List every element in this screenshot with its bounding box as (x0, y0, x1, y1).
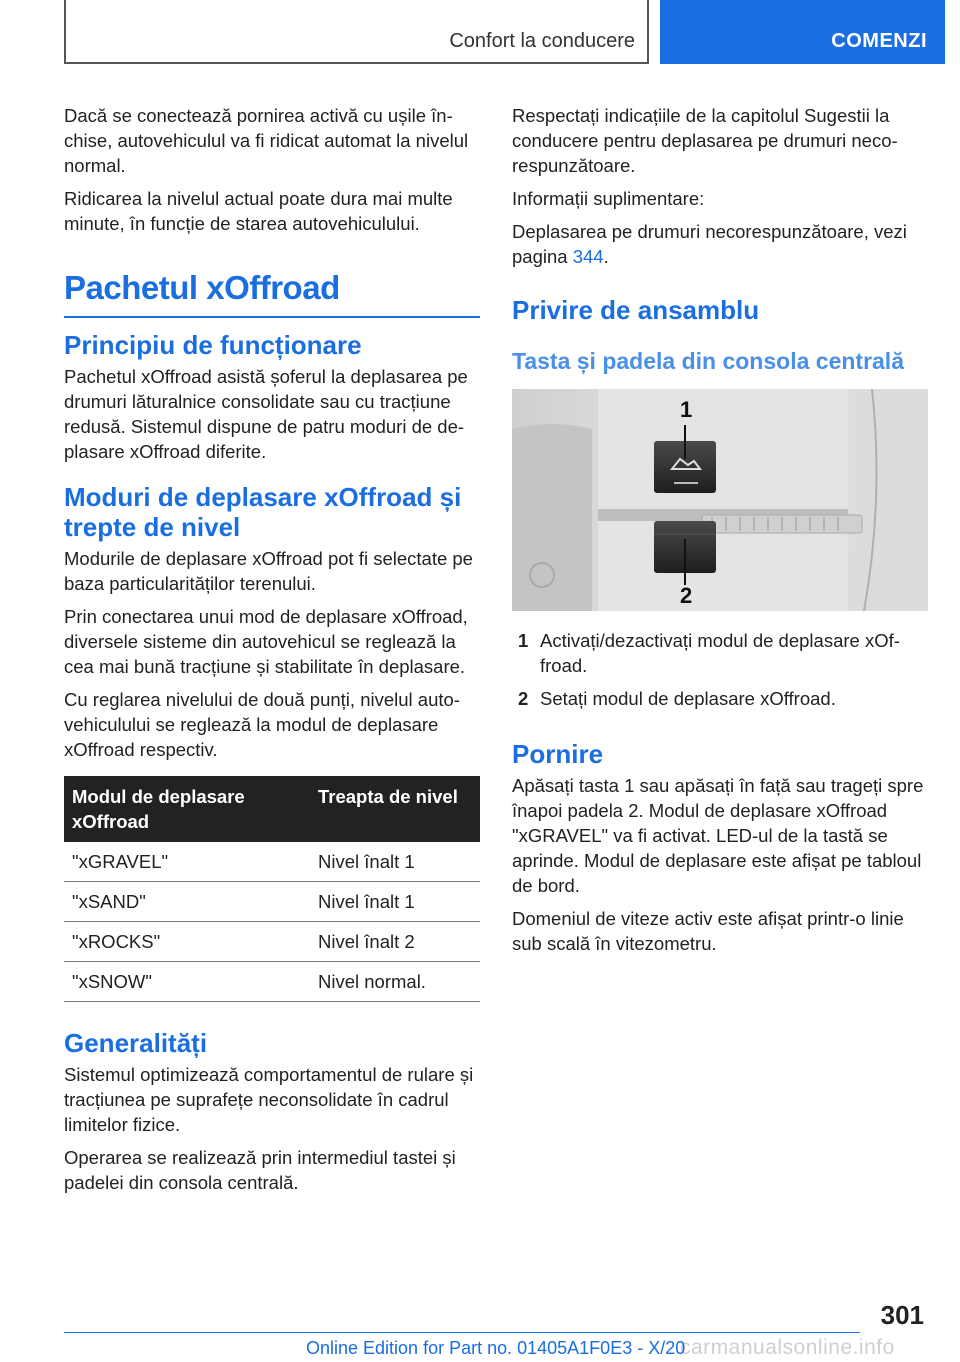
table-cell: Nivel înalt 2 (310, 922, 480, 962)
left-column (64, 103, 480, 1203)
paragraph: Domeniul de viteze activ este afișat printr-o linie sub scală în vitezometru. (512, 908, 904, 954)
watermark: carmanualsonline.info (680, 1336, 895, 1359)
callout-2: 2 (680, 583, 693, 608)
paragraph: Modurile de deplasare xOffroad pot fi selectate pe baza particularităților terenului. (64, 548, 473, 594)
subsection-heading: Privire de ansamblu (512, 295, 760, 325)
modes-table (64, 776, 480, 1002)
legend-text: Setați modul de deplasare xOffroad. (540, 688, 836, 709)
paragraph: Cu reglarea nivelului de două punți, nivelul autovehiculului se reglează la modul de deplasare xOffroad respectiv. (64, 689, 460, 760)
page-number: 301 (880, 1300, 924, 1330)
paragraph (512, 219, 928, 269)
subsection-heading: Pornire (512, 739, 604, 769)
legend-number: 1 (518, 630, 529, 651)
section-heading: Pachetul xOffroad (64, 269, 340, 306)
paragraph-text: Deplasarea pe drumuri necorespunzătoare, vezi pagina (512, 221, 907, 267)
callout-1: 1 (680, 397, 693, 422)
table-row (64, 842, 480, 882)
subsection-heading: Moduri de deplasare xOffroad și trepte de nivel (64, 482, 462, 542)
table-cell: "xGRAVEL" (64, 842, 310, 882)
paragraph: Apăsați tasta 1 sau apăsați în față sau trageți spre înapoi padela 2. Modul de deplasare xOffroad "xGRAVEL" va fi activat. LED-ul de la tastă se aprinde. Modul de deplasare este afișat pe tabloul de bord. (512, 775, 924, 896)
table-row (64, 882, 480, 922)
paragraph: Sistemul optimizează comportamentul de rulare și tracțiunea pe suprafețe neconsolidate în cadrul limitelor fizice. (64, 1064, 474, 1135)
right-column (512, 103, 928, 964)
paragraph-text: . (603, 246, 609, 267)
subsection-heading: Principiu de funcționare (64, 330, 362, 360)
legend-text: Activați/dezactivați modul de deplasare xOffroad. (540, 630, 900, 676)
table-cell: Nivel înalt 1 (310, 882, 480, 922)
paragraph: Ridicarea la nivelul actual poate dura mai multe minute, în funcție de starea autovehiculului. (64, 188, 453, 234)
subsection-heading: Generalități (64, 1028, 208, 1058)
header-chapter-tab (660, 0, 945, 64)
table-cell: "xSNOW" (64, 962, 310, 1002)
legend-item (512, 686, 928, 711)
table-header-cell: Treapta de nivel (310, 776, 480, 842)
paragraph: Operarea se realizează prin intermediul tastei și padelei din consola centrală. (64, 1147, 456, 1193)
table-row (64, 962, 480, 1002)
header-chapter-title: COMENZI (831, 30, 927, 52)
paragraph: Informații suplimentare: (512, 188, 705, 209)
paragraph: Prin conectarea unui mod de deplasare xOffroad, diversele sisteme din autovehicul se reglează la cea mai bună tracțiune și stabilitate în deplasare. (64, 606, 468, 677)
table-header-cell: Modul de deplasare xOffroad (64, 776, 310, 842)
table-header-row (64, 776, 480, 842)
footer-rule (64, 1332, 860, 1333)
table-cell: Nivel normal. (310, 962, 480, 1002)
edition-text: Online Edition for Part no. 01405A1F0E3 - X/20 (306, 1338, 686, 1358)
header-section-tab (64, 0, 649, 64)
table-row (64, 922, 480, 962)
paragraph: Respectați indicațiile de la capitolul Sugestii la conducere pentru deplasarea pe drumuri necorespunzătoare. (512, 105, 898, 176)
legend-item (512, 628, 928, 678)
page-reference-link[interactable]: 344 (572, 246, 604, 267)
subsubsection-heading: Tasta și padela din consola centrală (512, 348, 904, 374)
header-section-title: Confort la conducere (449, 30, 635, 52)
table-cell: Nivel înalt 1 (310, 842, 480, 882)
table-cell: "xROCKS" (64, 922, 310, 962)
paragraph: Dacă se conectează pornirea activă cu ușile închise, autovehiculul va fi ridicat automat la nivelul normal. (64, 105, 469, 176)
paragraph: Pachetul xOffroad asistă șoferul la deplasarea pe drumuri lăturalnice consolidate sau cu tracțiune redusă. Sistemul dispune de patru moduri de deplasare xOffroad diferite. (64, 366, 468, 462)
table-cell: "xSAND" (64, 882, 310, 922)
legend-number: 2 (518, 688, 529, 709)
heading-rule (64, 316, 480, 318)
center-console-figure (512, 389, 928, 611)
